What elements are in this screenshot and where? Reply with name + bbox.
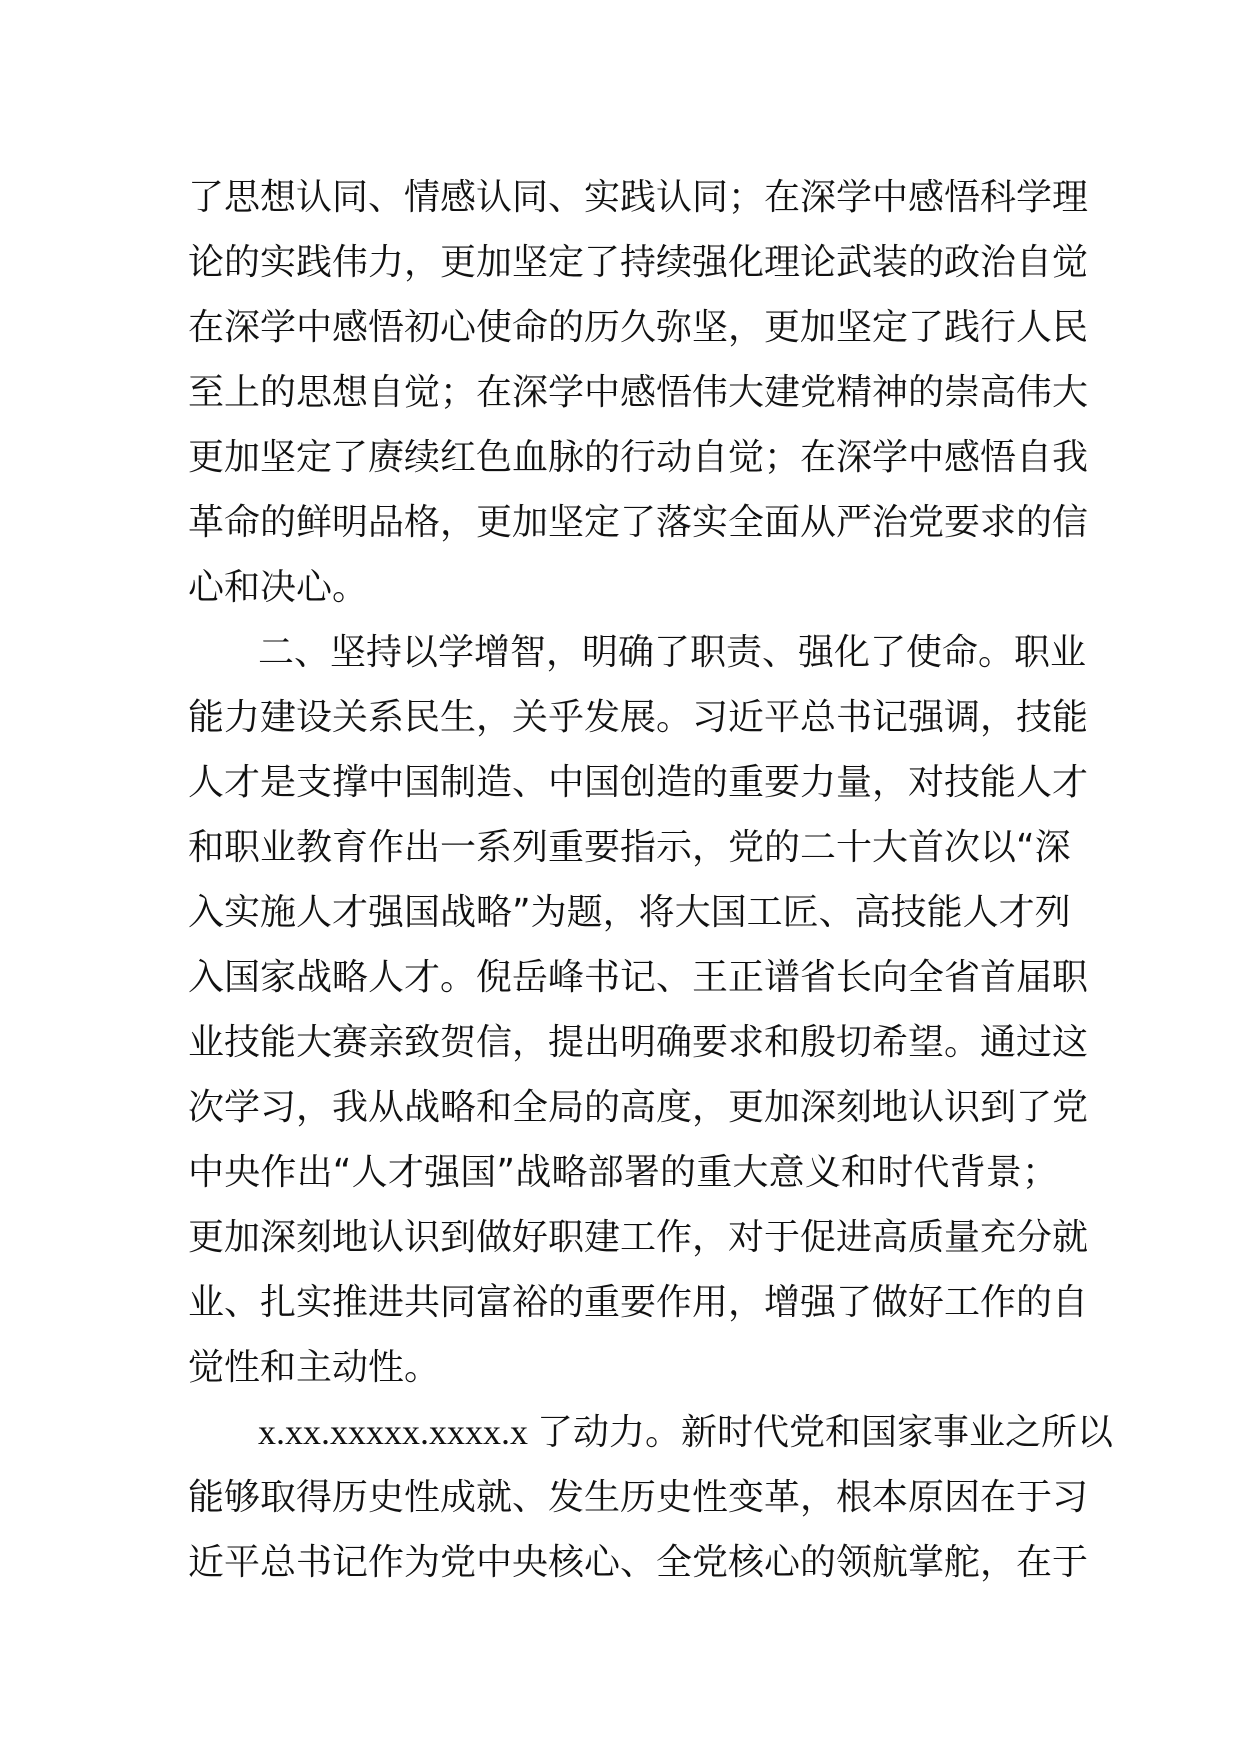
text-line: 次学习，我从战略和全局的高度，更加深刻地认识到了党 xyxy=(188,1087,1089,1128)
text-line: 了思想认同、情感认同、实践认同；在深学中感悟科学理 xyxy=(188,177,1089,218)
redacted-code: x.xx.xxxxx.xxxx.x xyxy=(258,1412,537,1452)
section-heading-line: 二、坚持以学增智，明确了职责、强化了使命。职业 xyxy=(258,632,1087,673)
text-line: 和职业教育作出一系列重要指示，党的二十大首次以“深 xyxy=(188,827,1071,868)
text-line-tail: 了动力。新时代党和国家事业之所以 xyxy=(537,1412,1114,1453)
text-line: 人才是支撑中国制造、中国创造的重要力量，对技能人才 xyxy=(188,762,1089,803)
body-text xyxy=(188,165,1114,1595)
text-line: 能够取得历史性成就、发生历史性变革，根本原因在于习 xyxy=(188,1477,1089,1518)
text-line: 革命的鲜明品格，更加坚定了落实全面从严治党要求的信 xyxy=(188,502,1089,543)
text-line: 觉性和主动性。 xyxy=(188,1347,441,1388)
text-line: 中央作出“人才强国”战略部署的重大意义和时代背景； xyxy=(188,1152,1058,1193)
text-line: 近平总书记作为党中央核心、全党核心的领航掌舵，在于 xyxy=(188,1542,1089,1583)
text-line: 在深学中感悟初心使命的历久弥坚，更加坚定了践行人民 xyxy=(188,307,1089,348)
text-line: 心和决心。 xyxy=(188,567,369,608)
text-line: 更加坚定了赓续红色血脉的行动自觉；在深学中感悟自我 xyxy=(188,437,1089,478)
text-line: 业技能大赛亲致贺信，提出明确要求和殷切希望。通过这 xyxy=(188,1022,1089,1063)
text-line: 更加深刻地认识到做好职建工作，对于促进高质量充分就 xyxy=(188,1217,1089,1258)
text-line: 业、扎实推进共同富裕的重要作用，增强了做好工作的自 xyxy=(188,1282,1089,1323)
text-line: 入实施人才强国战略”为题，将大国工匠、高技能人才列 xyxy=(188,892,1071,933)
text-line: 至上的思想自觉；在深学中感悟伟大建党精神的崇高伟大 xyxy=(188,372,1089,413)
section-heading-line xyxy=(188,1400,1114,1465)
text-line: 入国家战略人才。倪岳峰书记、王正谱省长向全省首届职 xyxy=(188,957,1089,998)
text-line: 能力建设关系民生，关乎发展。习近平总书记强调，技能 xyxy=(188,697,1089,738)
text-line: 论的实践伟力，更加坚定了持续强化理论武装的政治自觉 xyxy=(188,242,1089,283)
